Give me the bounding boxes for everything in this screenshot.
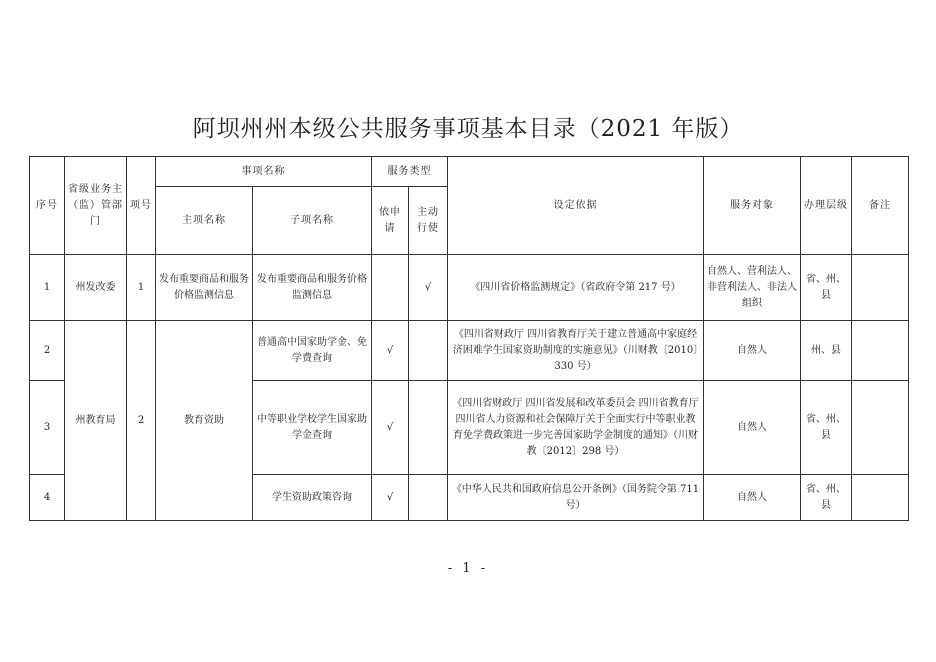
cell-by-application: √: [372, 381, 409, 475]
cell-remark: [852, 381, 909, 475]
cell-seq: 2: [30, 321, 65, 381]
document-title: 阿坝州州本级公共服务事项基本目录（2021 年版）: [192, 116, 744, 142]
cell-main-name: 发布重要商品和服务价格监测信息: [156, 255, 253, 321]
cell-proactive: √: [409, 255, 448, 321]
service-catalog-table: [29, 156, 909, 521]
cell-target: 自然人: [704, 381, 801, 475]
cell-seq: 4: [30, 475, 65, 521]
cell-by-application: [372, 255, 409, 321]
cell-sub-name: 学生资助政策咨询: [253, 475, 372, 521]
header-target: 服务对象: [704, 157, 801, 255]
cell-basis: 《中华人民共和国政府信息公开条例》（国务院令第 711 号）: [448, 475, 704, 521]
cell-remark: [852, 255, 909, 321]
header-seq: 序号: [30, 157, 65, 255]
cell-target: 自然人、营利法人、非营利法人、非法人组织: [704, 255, 801, 321]
cell-dept: 州教育局: [65, 321, 127, 521]
cell-proactive: [409, 475, 448, 521]
cell-remark: [852, 475, 909, 521]
header-sub-name: 子项名称: [253, 187, 372, 255]
cell-basis: 《四川省财政厅 四川省发展和改革委员会 四川省教育厅 四川省人力资源和社会保障厅关于全面实行中等职业教育免学费政策进一步完善国家助学金制度的通知》（川财教〔2012〕298 号）: [448, 381, 704, 475]
header-remark: 备注: [852, 157, 909, 255]
cell-level: 州、县: [801, 321, 852, 381]
cell-dept: 州发改委: [65, 255, 127, 321]
cell-main-name: 教育资助: [156, 321, 253, 521]
page-number: - 1 -: [447, 561, 489, 576]
cell-item-no: 1: [127, 255, 156, 321]
cell-sub-name: 发布重要商品和服务价格监测信息: [253, 255, 372, 321]
cell-seq: 1: [30, 255, 65, 321]
cell-target: 自然人: [704, 475, 801, 521]
cell-by-application: √: [372, 475, 409, 521]
table-row: [30, 255, 909, 321]
cell-level: 省、州、县: [801, 475, 852, 521]
cell-item-no: 2: [127, 321, 156, 521]
cell-basis: 《四川省价格监测规定》（省政府令第 217 号）: [448, 255, 704, 321]
header-main-name: 主项名称: [156, 187, 253, 255]
cell-sub-name: 中等职业学校学生国家助学金查询: [253, 381, 372, 475]
header-level: 办理层级: [801, 157, 852, 255]
header-row-1: [30, 157, 909, 187]
cell-sub-name: 普通高中国家助学金、免学费查询: [253, 321, 372, 381]
header-service-type: 服务类型: [372, 157, 448, 187]
header-item-no: 项号: [127, 157, 156, 255]
header-dept: 省级业务主（监）管部门: [65, 157, 127, 255]
cell-remark: [852, 321, 909, 381]
cell-proactive: [409, 381, 448, 475]
header-name-group: 事项名称: [156, 157, 372, 187]
cell-proactive: [409, 321, 448, 381]
header-proactive: 主动行使: [409, 187, 448, 255]
cell-target: 自然人: [704, 321, 801, 381]
header-by-application: 依申请: [372, 187, 409, 255]
cell-basis: 《四川省财政厅 四川省教育厅关于建立普通高中家庭经济困难学生国家资助制度的实施意见》（川财教〔2010〕330 号）: [448, 321, 704, 381]
cell-seq: 3: [30, 381, 65, 475]
header-basis: 设定依据: [448, 157, 704, 255]
cell-level: 省、州、县: [801, 381, 852, 475]
table-row: [30, 321, 909, 381]
cell-level: 省、州、县: [801, 255, 852, 321]
cell-by-application: √: [372, 321, 409, 381]
